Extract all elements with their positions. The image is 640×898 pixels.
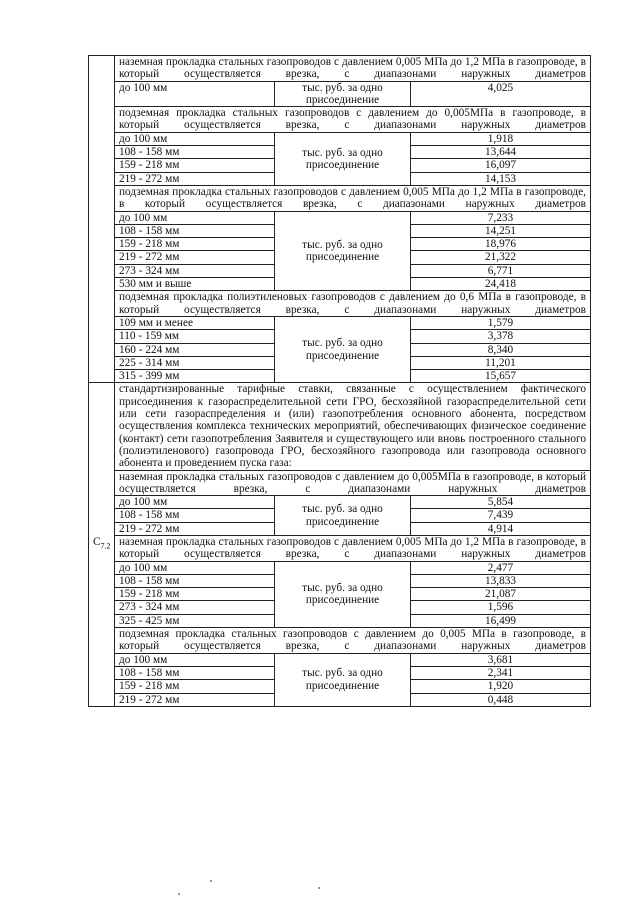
diameter-range: до 100 мм	[115, 211, 275, 224]
diameter-range: до 100 мм	[115, 653, 275, 666]
unit-label: тыс. руб. за одно присоединение	[275, 561, 411, 627]
table-row	[89, 211, 591, 224]
tariff-value: 18,976	[411, 238, 591, 251]
diameter-range: до 100 мм	[115, 561, 275, 574]
diameter-range: 160 - 224 мм	[115, 343, 275, 356]
group-header: наземная прокладка стальных газопроводов с давлением до 0,005МПа в газопроводе, в который осуществляется врезка, с диапазонами наружных диаметров	[115, 470, 591, 496]
tariff-value: 1,596	[411, 601, 591, 614]
scan-speck	[178, 893, 180, 895]
tariff-table-body	[89, 56, 591, 707]
group-header-row	[89, 470, 591, 496]
tariff-value: 4,025	[411, 81, 591, 107]
diameter-range: 159 - 218 мм	[115, 238, 275, 251]
tariff-value: 16,499	[411, 614, 591, 627]
tariff-value: 13,644	[411, 146, 591, 159]
tariff-value: 24,418	[411, 278, 591, 291]
tariff-value: 6,771	[411, 264, 591, 277]
table-row	[89, 496, 591, 509]
unit-label: тыс. руб. за одно присоединение	[275, 316, 411, 382]
unit-label: тыс. руб. за одно присоединение	[275, 81, 411, 107]
diameter-range: 225 - 314 мм	[115, 356, 275, 369]
tariff-value: 11,201	[411, 356, 591, 369]
tariff-value: 21,087	[411, 588, 591, 601]
diameter-range: до 100 мм	[115, 81, 275, 107]
unit-label: тыс. руб. за одно присоединение	[275, 653, 411, 706]
diameter-range: 219 - 272 мм	[115, 693, 275, 706]
diameter-range: 315 - 399 мм	[115, 370, 275, 383]
tariff-value: 2,477	[411, 561, 591, 574]
tariff-table	[88, 55, 591, 707]
diameter-range: 219 - 272 мм	[115, 172, 275, 185]
tariff-value: 7,439	[411, 509, 591, 522]
tariff-value: 2,341	[411, 666, 591, 679]
group-header: подземная прокладка полиэтиленовых газопроводов с давлением до 0,6 МПа в газопроводе, в который осуществляется врезка, с диапазонами наружных диаметров	[115, 291, 591, 317]
tariff-value: 1,920	[411, 680, 591, 693]
diameter-range: 108 - 158 мм	[115, 666, 275, 679]
table-row	[89, 132, 591, 145]
table-row	[89, 653, 591, 666]
diameter-range: 530 мм и выше	[115, 278, 275, 291]
group-header: наземная прокладка стальных газопроводов с давлением 0,005 МПа до 1,2 МПа в газопроводе, в который осуществляется врезка, с диапазонами наружных диаметров	[115, 56, 591, 82]
tariff-value: 1,579	[411, 316, 591, 329]
group-header-row	[89, 56, 591, 82]
diameter-range: 325 - 425 мм	[115, 614, 275, 627]
tariff-value: 0,448	[411, 693, 591, 706]
tariff-value: 14,251	[411, 224, 591, 237]
diameter-range: 219 - 272 мм	[115, 251, 275, 264]
section-intro: стандартизированные тарифные ставки, связанные с осуществлением фактического присоединения к газораспределительной сети ГРО, бесхозяйной газораспределительной сети или сети газораспределения и (или) газопотребления основного абонента, посредством осуществления комплекса технических мероприятий, обеспечивающих физическое соединение (контакт) сети газопотребления Заявителя и существующего или вновь построенного стального (полиэтиленового) газопровода ГРО, бесхозяйного газопровода или газопровода основного абонента и проведением пуска газа:	[115, 383, 591, 470]
tariff-value: 16,097	[411, 159, 591, 172]
section-code-sub: 7.2	[100, 541, 111, 551]
diameter-range: 273 - 324 мм	[115, 264, 275, 277]
table-row	[89, 316, 591, 329]
group-header-row	[89, 628, 591, 654]
section-code: C	[93, 536, 101, 549]
tariff-value: 15,657	[411, 370, 591, 383]
diameter-range: до 100 мм	[115, 132, 275, 145]
tariff-value: 13,833	[411, 574, 591, 587]
group-header: подземная прокладка стальных газопроводов с давлением до 0,005МПа в газопроводе, в который осуществляется врезка, с диапазонами наружных диаметров	[115, 107, 591, 133]
diameter-range: 219 - 272 мм	[115, 522, 275, 535]
scan-speck	[210, 880, 212, 882]
diameter-range: 108 - 158 мм	[115, 224, 275, 237]
tariff-value: 14,153	[411, 172, 591, 185]
tariff-value: 4,914	[411, 522, 591, 535]
tariff-value: 7,233	[411, 211, 591, 224]
section-intro-row	[89, 383, 591, 470]
tariff-value: 3,378	[411, 330, 591, 343]
diameter-range: 159 - 218 мм	[115, 159, 275, 172]
tariff-value: 1,918	[411, 132, 591, 145]
group-header-row	[89, 107, 591, 133]
tariff-value: 21,322	[411, 251, 591, 264]
unit-label: тыс. руб. за одно присоединение	[275, 211, 411, 291]
table-row	[89, 81, 591, 107]
diameter-range: 110 - 159 мм	[115, 330, 275, 343]
diameter-range: 108 - 158 мм	[115, 574, 275, 587]
diameter-range: 273 - 324 мм	[115, 601, 275, 614]
diameter-range: 108 - 158 мм	[115, 509, 275, 522]
scan-speck	[318, 887, 320, 889]
section-code-cell	[89, 383, 115, 706]
section-code-cell-empty	[89, 56, 115, 383]
tariff-value: 8,340	[411, 343, 591, 356]
unit-label: тыс. руб. за одно присоединение	[275, 132, 411, 185]
tariff-value: 5,854	[411, 496, 591, 509]
diameter-range: 159 - 218 мм	[115, 680, 275, 693]
diameter-range: 109 мм и менее	[115, 316, 275, 329]
group-header: подземная прокладка стальных газопроводов с давлением 0,005 МПа до 1,2 МПа в газопроводе, в который осуществляется врезка, с диапазонами наружных диаметров	[115, 185, 591, 211]
diameter-range: 159 - 218 мм	[115, 588, 275, 601]
group-header-row	[89, 185, 591, 211]
table-row	[89, 561, 591, 574]
group-header: наземная прокладка стальных газопроводов с давлением 0,005 МПа до 1,2 МПа в газопроводе, в который осуществляется врезка, с диапазонами наружных диаметров	[115, 535, 591, 561]
tariff-value: 3,681	[411, 653, 591, 666]
diameter-range: 108 - 158 мм	[115, 146, 275, 159]
group-header-row	[89, 291, 591, 317]
group-header-row	[89, 535, 591, 561]
group-header: подземная прокладка стальных газопроводов с давлением до 0,005 МПа в газопроводе, в который осуществляется врезка, с диапазонами наружных диаметров	[115, 628, 591, 654]
unit-label: тыс. руб. за одно присоединение	[275, 496, 411, 536]
diameter-range: до 100 мм	[115, 496, 275, 509]
